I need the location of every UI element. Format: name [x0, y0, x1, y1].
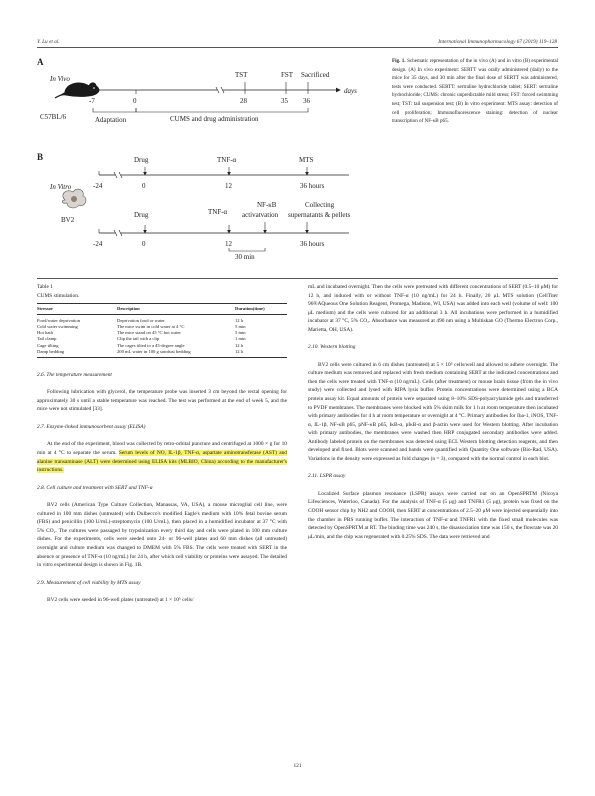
section-2-7-text [37, 440, 287, 474]
section-2-11-title: 2.11. LSPR assay [308, 473, 346, 480]
section-2-8-text: BV2 cells (American Type Culture Collection, Manassas, VA, USA), a mouse microglial cell line, were cultured in 100 mm dishes (untreated) with Dulbecco's modified Eagle's medium with 10% fetal bovine serum (FBS) and penicillin (100 U/mL)-streptomycin (100 U/mL), then placed in a humidified incubator at 37 °C with 5% CO₂. The cultures were passaged by trypsinization every third day and cells were plated in 100 mm culture dishes. For the experiments, cells were seeded onto 24- or 96-well plates and 60 mm dishes (all untreated) overnight and culture medium was changed to DMEM with 5% FBS. The cells were treated with SERT in the absence or presence of TNF-α (10 ng/mL) for 24 h, after which cell viability or proteins were assayed. The detailed in vitro experimental design is shown in Fig. 1B. [37, 502, 287, 569]
tick-b-top-0: 0 [142, 182, 146, 190]
table-cell: 5 min [235, 330, 246, 336]
page-number: 121 [293, 763, 302, 769]
header-rule [37, 47, 558, 48]
table-cell: 12 h [235, 342, 244, 348]
section-2-8-title: 2.8. Cell culture and treatment with SERT and TNF-α [37, 484, 153, 491]
highlighted-text: Serum levels of NO, IL-1β, TNF-α, aspartate aminotransferase (AST) and alanine transaminase (ALT) were determined using ELISA kits (MLBIO, China) according to the manufacturer's instructions. [37, 450, 287, 474]
right-column [308, 283, 558, 541]
cell-line-label: BV2 [61, 216, 75, 224]
section-2-7-text-a: At the end of the experiment, blood was collected by retro-orbital puncture and centrifuged at 1000 × g for 10 min at 4 °C to separate the serum. [37, 441, 287, 457]
header-duration: Duration(time) [235, 304, 287, 315]
table-row [37, 349, 287, 358]
activation-label: activatvation [242, 211, 279, 219]
table-1-subtitle: CUMS stimulation. [37, 292, 80, 299]
caption-text: Schematic representation of the in vivo (A) and in vitro (B) experimental design. (A) In vivo experiment: SERTT was orally administered (daily) to the mice for 35 days, and 30 min after the final dose of SERTT was administered, tests were conducted. SERTT: sertraline hydrochloride tablet; SERT: sertraline hydrochloride; CUMS: chronic unpredictable mild stress; FST: forced swimming test; TST: tail suspension test; (B) In vitro experiment: MTS assay: detection of cell proliferation; Immunofluorescence staining: detection of nuclear transcription of NF-κB p65. [392, 58, 558, 125]
section-2-9-text: BV2 cells were seeded in 96-well plates (untreated) at 1 × 10⁵ cells/ [47, 597, 194, 604]
adaptation-label: Adaptation [95, 116, 127, 124]
mouse-icon [55, 83, 99, 98]
section-2-10-title: 2.10. Western blotting [308, 344, 356, 351]
timeline-b-bottom-axis [99, 222, 349, 236]
figure-1-schematic [37, 50, 382, 262]
timeline-a-axis [87, 82, 340, 94]
section-2-11-text: Localized Surface plasmon resonance (LSPR) assays were carried out on an OpenSPRTM (Nicoya Lifesciences, Waterloo, Canada). For the analysis of TNF-α (5 μg) and TNFR1 (5 μg), protein was fixed on the COOH sensor chip by NH2 and COOH, then SERT at concentrations of 2.5–20 μM were injected sequentially into the chamber in PBS running buffer. The interaction of TNF-α and TNFR1 with the fixed small molecules was detected by OpenSPRTM at RT. The binding time was 240 s, the disassociation time was 150 s, the flowrate was 20 μL/min, and the chip was regenerated with 0.25% SDS. The data were retrieved and [308, 490, 558, 540]
top-tnf-label: TNF-α [217, 156, 237, 164]
section-2-10-text: BV2 cells were cultured in 6 cm dishes (untreated) at 5 × 10⁵ cells/well and allowed to adhere overnight. The culture medium was removed and replaced with fresh medium containing SERT at the indicated concentrations and then the cells were treated with TNF-α (10 ng/mL). Cells (after treatment) or mouse brain tissue (from the in vivo study) were collected and lysed with RIPA lysis buffer. Protein concentrations were determined using a BCA protein assay kit. Equal amounts of protein were separated using 8–10% SDS-polyacrylamide gels and transferred to PVDF membranes. The membranes were blocked with 5% skim milk for 1 h at room temperature then incubated with primary antibodies for 4 h at room temperature or overnight at 4 °C. Primary antibodies for Iba-1, iNOS, TNF-α, IL-1β, NF-κB p65, pNF-κB p65, IκB-α, pIκB-α and β-actin were used for Western blotting. After incubation with primary antibodies, the membranes were washed then HRP conjugated secondary antibodies were added. Antibody labeled protein on the membranes was detected using ECL Western blotting detection reagents, and then developed and fixed. Blots were scanned and bands were quantified with Quantity One software (Bio-Rad, USA). Variations in the density were expressed as fold changes (n = 3), compared with the normal control in each blot. [308, 361, 558, 462]
bracket-cums [136, 108, 308, 112]
tick-b-top-12: 12 [225, 182, 232, 190]
table-cell: The mice swim in cold water at 4 °C [117, 324, 185, 330]
table-cell: 1 min [235, 336, 246, 342]
table-cell: Damp bedding [37, 349, 117, 358]
table-1-title: Table 1 [37, 284, 53, 290]
top-drug-label: Drug [134, 156, 149, 164]
tick-b-top-minus24: -24 [93, 182, 103, 190]
cums-table [37, 303, 287, 358]
tick-a-minus7: -7 [89, 97, 95, 105]
table-cell: Deprivation food or water [117, 318, 165, 324]
panel-a-label: A [37, 57, 44, 67]
section-2-6-title: 2.6. The temperature measurement [37, 371, 112, 378]
interval-label: 30 min [235, 253, 255, 261]
left-column [37, 283, 287, 605]
table-cell: Food/water deprivation [37, 318, 80, 324]
bracket-adaptation [93, 108, 136, 112]
section-2-7-title: 2.7. Enzyme-linked immunosorbent assay (ELISA) [37, 423, 146, 430]
mts-continued-text: mL and incubated overnight. Then the cells were pretreated with different concentrations of SERT (0.5–10 μM) for 12 h, and induced with or without TNF-α (10 ng/mL) for 24 h. Finally, 20 μL MTS solution (CellTiter 96®AQueous One Solution Reagent, Promega, Madison, WI, USA) was added into each well (volume of well: 100 μL medium) and the cells were cultured for an additional 3 h. All incubations were performed in a humidified incubator at 37 °C, 5% CO₂. Absorbance was measured at 490 nm using a Multiskan GO (Thermo Electron Corp., Marietta, OH, USA). [308, 284, 558, 333]
bottom-tnf-label: TNF-α [208, 208, 228, 216]
table-cell: Cold water swimming [37, 324, 78, 330]
event-sacrificed: Sacrificed [301, 71, 330, 79]
top-mts-label: MTS [299, 156, 314, 164]
timeline-b-top-axis [99, 167, 349, 178]
strain-label: C57BL/6 [40, 113, 67, 121]
table-cell: 200 mL water in 100 g sawdust bedding [117, 349, 235, 358]
cell-icon [62, 189, 86, 208]
table-cell: Cage tilting [37, 342, 59, 348]
header-stressor: Stressor [37, 304, 117, 315]
in-vivo-label: In Vivo [50, 75, 70, 83]
supernatants-label: supernatants & pellets [288, 211, 351, 219]
tick-b-bottom-0: 0 [142, 240, 146, 248]
tick-a-28: 28 [240, 97, 247, 105]
tick-a-35: 35 [281, 97, 288, 105]
tick-b-top-36: 36 hours [300, 182, 325, 190]
table-cell: Hot bath [37, 330, 53, 336]
table-cell: 12 h [235, 349, 287, 358]
table-cell: The cages tilted to a 45-degree angle [117, 342, 185, 348]
tick-a-36: 36 [303, 97, 310, 105]
table-cell: The mice stand on 45 °C hot water [117, 330, 181, 336]
event-fst: FST [281, 71, 294, 79]
running-header-authors: Y. Lu et al. [37, 39, 60, 45]
running-header-journal: International Immunopharmacology 67 (2019) 119–128 [438, 39, 557, 45]
nfkb-label: NF-κB [257, 201, 277, 209]
interval-bracket [229, 248, 265, 251]
tick-b-bottom-36: 36 hours [300, 240, 325, 248]
section-2-6-text: Following lubrication with glycerol, the temperature probe was inserted 3 cm beyond the rectal opening for approximately 30 s until a stable temperature was reached. The test was performed at the end of week 5, and the mice were not stimulated [33]. [37, 389, 287, 413]
table-row [37, 315, 287, 325]
section-2-9-title: 2.9. Measurement of cell viability by MTS assay [37, 579, 141, 586]
header-description: Description [117, 304, 235, 315]
table-cell: 5 min [235, 324, 246, 330]
table-cell: 12 h [235, 318, 244, 324]
collecting-label: Collecting [305, 201, 335, 209]
bottom-drug-label: Drug [134, 211, 149, 219]
section-rule [37, 278, 558, 279]
figure-1-caption [392, 57, 558, 126]
table-cell: Tail clamp [37, 336, 57, 342]
caption-label: Fig. 1. [392, 58, 406, 64]
table-cell: Clip the tail with a clip [117, 336, 160, 342]
tick-b-bottom-12: 12 [225, 240, 232, 248]
tick-a-0: 0 [133, 97, 137, 105]
panel-b-label: B [37, 152, 44, 162]
table-header-row [37, 304, 287, 315]
event-tst: TST [235, 71, 248, 79]
in-vitro-label: In Vitro [50, 183, 72, 191]
cums-label: CUMS and drug administration [170, 115, 259, 123]
tick-b-bottom-minus24: -24 [93, 240, 103, 248]
days-unit: days [344, 87, 357, 95]
